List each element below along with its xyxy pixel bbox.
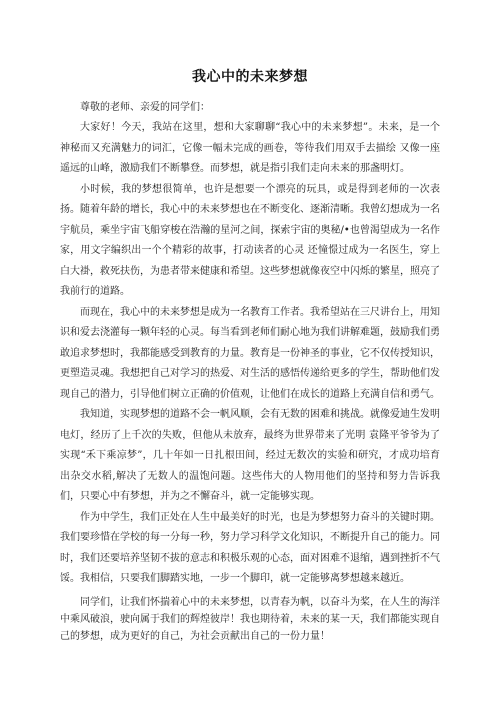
salutation: 尊敬的老师、亲爱的同学们： (80, 102, 210, 113)
paragraph-current-dream: 而现在，我心中的未来梦想是成为一名教育工作者。我希望站在三尺讲台上，用知识和爱去浇灌每一颗年轻的心灵。每当看到老师们耐心地为我们讲解难题，鼓励我们勇敢追求梦想时，我都能感受到教育的力量。教育是一份神圣的事业，它不仅传授知识，更塑造灵魂。我想把自己对学习的热爱、对生活的感悟传递给更多的学生，帮助他们发现自己的潜力，引导他们树立正确的价值观，让他们在成长的道路上充满自信和勇气。 (60, 306, 440, 400)
paragraph-student-duty: 作为中学生，我们正处在人生中最美好的时光，也是为梦想努力奋斗的关键时期。我们要珍惜在学校的每一分每一秒，努力学习科学文化知识，不断提升自己的能力。同时，我们还要培养坚韧不拔的意志和积极乐观的心态，面对困难不退缩，遇到挫折不气馁。我相信，只要我们脚踏实地，一步一个脚印，就一定能够离梦想越来越近。 (60, 511, 440, 584)
paragraph-closing: 同学们，让我们怀揣着心中的未来梦想，以青春为帆，以奋斗为桨，在人生的海洋中乘风破浪，驶向属于我们的辉煌彼岸！我也期待着，未来的某一天，我们都能实现自己的梦想，成为更好的自己，为社会贡献出自己的一份力量！ (60, 596, 440, 642)
paragraph-perseverance: 我知道，实现梦想的道路不会一帆风顺，会有无数的困难和挑战。就像爱迪生发明电灯，经历了上千次的失败，但他从未放弃，最终为世界带来了光明 袁隆平爷爷为了实现“禾下乘凉梦”，几十年如一日扎根田间，经过无数次的实验和研究，才成功培育出杂交水稻,解决了无数人的温饱问题。这些伟大的人物用他们的坚持和努力告诉我们，只要心中有梦想，并为之不懈奋斗，就一定能够实现。 (60, 409, 440, 502)
paragraph-childhood-dreams: 小时候，我的梦想很简单，也许是想要一个漂亮的玩具，或是得到老师的一次表扬。随着年龄的增长，我心中的未来梦想也在不断变化、逐渐清晰。我曾幻想成为一名宇航员，乘坐宇宙飞船穿梭在浩瀚的星河之间，探索宇宙的奥秘/•也曾渴望成为一名作家，用文字编织出一个个精彩的故事，打动读者的心灵 还憧憬过成为一名医生，穿上白大褂，救死扶伤，为患者带来健康和希望。这些梦想就像夜空中闪烁的繁星，照亮了我前行的道路。 (60, 183, 440, 297)
document-title: 我心中的未来梦想 (192, 69, 308, 85)
paragraph-greeting: 大家好！今天，我站在这里，想和大家聊聊“我心中的未来梦想”。未来，是一个神秘而又充满魅力的词汇，它像一幅未完成的画卷，等待我们用双手去描绘 又像一座遥远的山峰，激励我们不断攀登。而梦想，就是指引我们走向未来的那盏明灯。 (60, 122, 440, 174)
